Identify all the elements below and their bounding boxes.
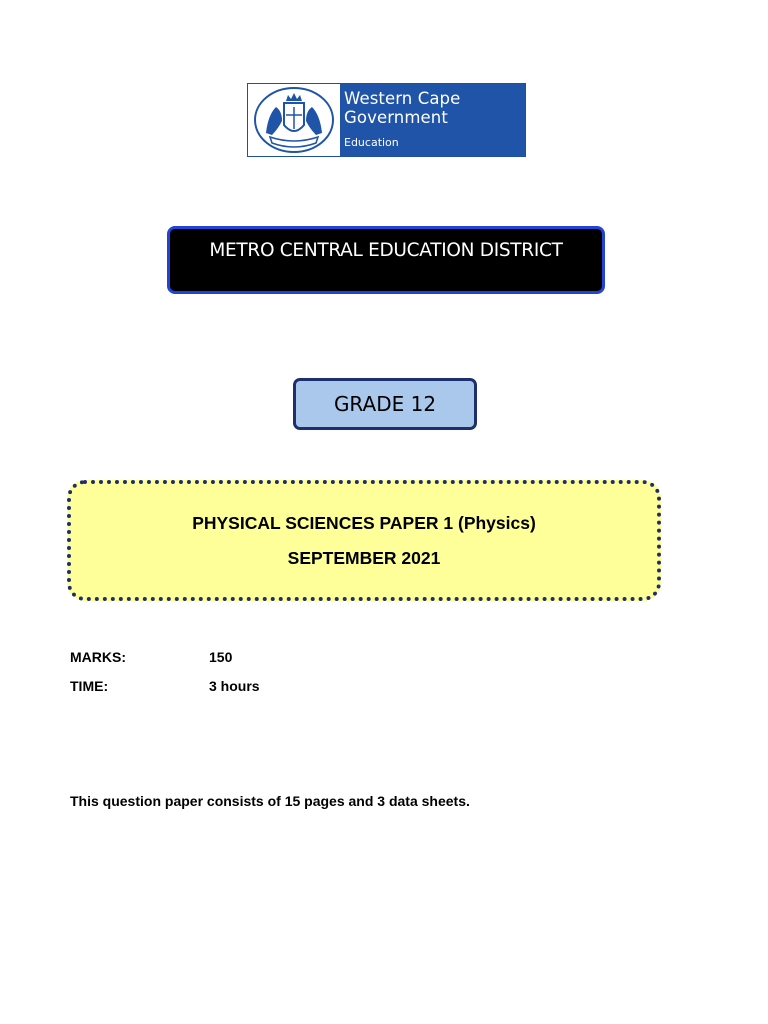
marks-row	[70, 649, 232, 665]
district-banner: METRO CENTRAL EDUCATION DISTRICT	[167, 226, 605, 294]
marks-label: MARKS:	[70, 649, 126, 665]
logo-line-government: Government	[344, 108, 448, 127]
logo-line-western-cape: Western Cape	[344, 89, 461, 108]
time-value: 3 hours	[209, 678, 260, 694]
page-count-note: This question paper consists of 15 pages and 3 data sheets.	[70, 793, 470, 809]
coat-of-arms-icon	[248, 84, 340, 156]
logo-text-panel	[340, 84, 525, 156]
paper-date: SEPTEMBER 2021	[287, 548, 441, 568]
marks-value: 150	[209, 649, 233, 665]
logo-line-education: Education	[344, 136, 399, 149]
paper-title-box	[67, 480, 661, 601]
time-row	[70, 678, 260, 694]
grade-box: GRADE 12	[293, 378, 477, 430]
paper-title: PHYSICAL SCIENCES PAPER 1 (Physics)	[192, 513, 536, 533]
western-cape-government-logo	[247, 83, 526, 157]
time-label: TIME:	[70, 678, 109, 694]
